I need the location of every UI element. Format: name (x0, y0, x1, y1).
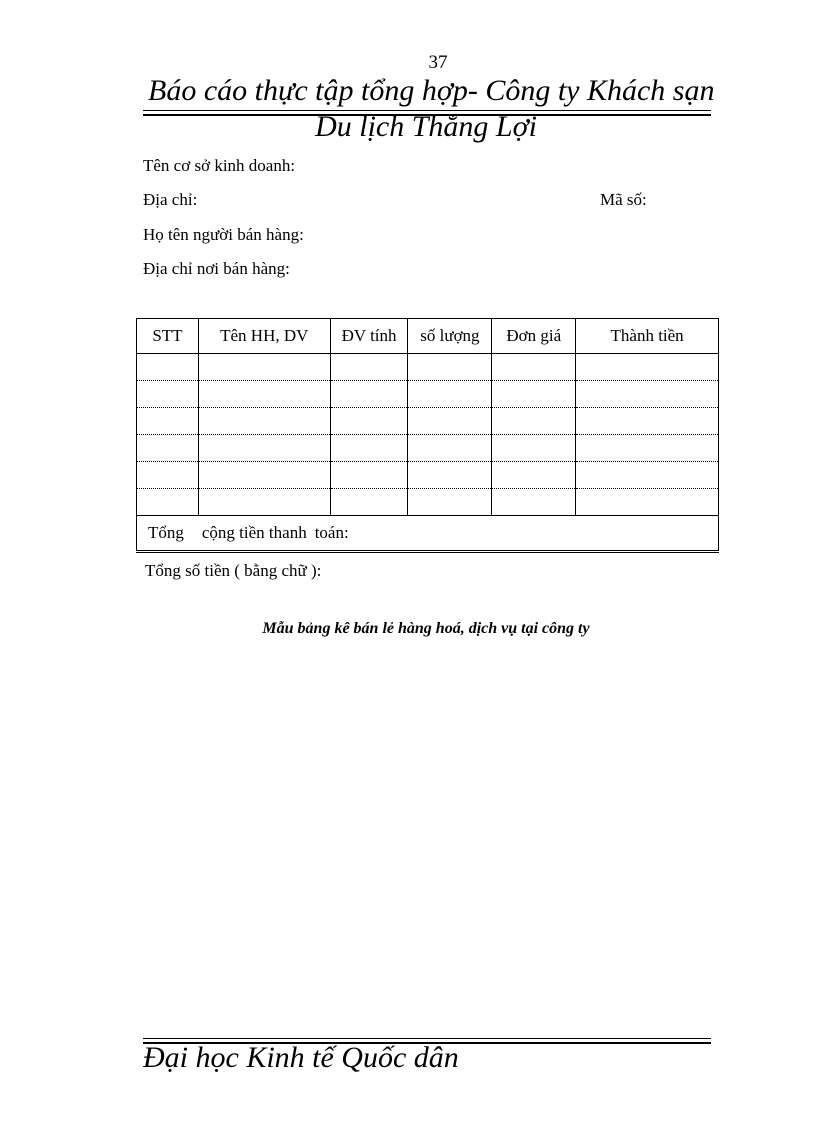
table-cell (137, 489, 199, 516)
table-cell (198, 381, 330, 408)
business-name-label: Tên cơ sở kinh doanh: (143, 156, 296, 175)
column-header: Thành tiền (576, 319, 719, 354)
table-row (137, 435, 719, 462)
total-part: Tổng (148, 523, 184, 542)
table-cell (330, 489, 408, 516)
footer-university: Đại học Kinh tế Quốc dân (143, 1041, 459, 1074)
table-header-row (137, 319, 719, 354)
amount-in-words-label: Tổng số tiền ( bằng chữ ): (145, 561, 322, 580)
table-cell (198, 489, 330, 516)
total-part: cộng tiền thanh (201, 523, 307, 542)
table-cell (492, 354, 576, 381)
table-cell (492, 435, 576, 462)
table-cell (408, 435, 492, 462)
table-cell (330, 381, 408, 408)
column-header: số lượng (408, 319, 492, 354)
table-cell (330, 408, 408, 435)
address-label: Địa chỉ: (143, 190, 198, 209)
table-cell (492, 381, 576, 408)
table-cell (576, 435, 719, 462)
table-cell (137, 408, 199, 435)
retail-sales-table (136, 318, 719, 553)
table-cell (408, 381, 492, 408)
table-cell (492, 408, 576, 435)
table-cell (576, 462, 719, 489)
table-row (137, 354, 719, 381)
table-cell (408, 462, 492, 489)
table-cell (137, 381, 199, 408)
total-payment-label (137, 516, 719, 552)
table-row (137, 462, 719, 489)
table-cell (492, 489, 576, 516)
table-cell (137, 462, 199, 489)
table-cell (576, 408, 719, 435)
table-cell (198, 408, 330, 435)
table-row (137, 381, 719, 408)
table-cell (137, 354, 199, 381)
table-row (137, 408, 719, 435)
table-cell (576, 489, 719, 516)
column-header: Đơn giá (492, 319, 576, 354)
table-cell (137, 435, 199, 462)
table-cell (330, 462, 408, 489)
header-title-line2: Du lịch Thắng Lợi (315, 110, 537, 143)
table-cell (576, 381, 719, 408)
table-cell (492, 462, 576, 489)
table-total-row (137, 516, 719, 552)
table-cell (408, 354, 492, 381)
code-label: Mã số: (600, 190, 647, 209)
page-number: 37 (428, 52, 448, 73)
table-cell (330, 354, 408, 381)
header-title-line1: Báo cáo thực tập tổng hợp- Công ty Khách sạn (148, 74, 715, 107)
table-cell (198, 462, 330, 489)
table-cell (330, 435, 408, 462)
table-cell (198, 354, 330, 381)
column-header: STT (137, 319, 199, 354)
table-cell (408, 489, 492, 516)
table-cell (198, 435, 330, 462)
total-part: toán: (314, 523, 349, 542)
column-header: ĐV tính (330, 319, 408, 354)
table-row (137, 489, 719, 516)
seller-name-label: Họ tên người bán hàng: (143, 225, 304, 244)
table-caption: Mẫu bảng kê bán lẻ hàng hoá, dịch vụ tại công ty (262, 620, 590, 637)
table-cell (408, 408, 492, 435)
column-header: Tên HH, DV (198, 319, 330, 354)
table-cell (576, 354, 719, 381)
sale-address-label: Địa chỉ nơi bán hàng: (143, 259, 290, 278)
